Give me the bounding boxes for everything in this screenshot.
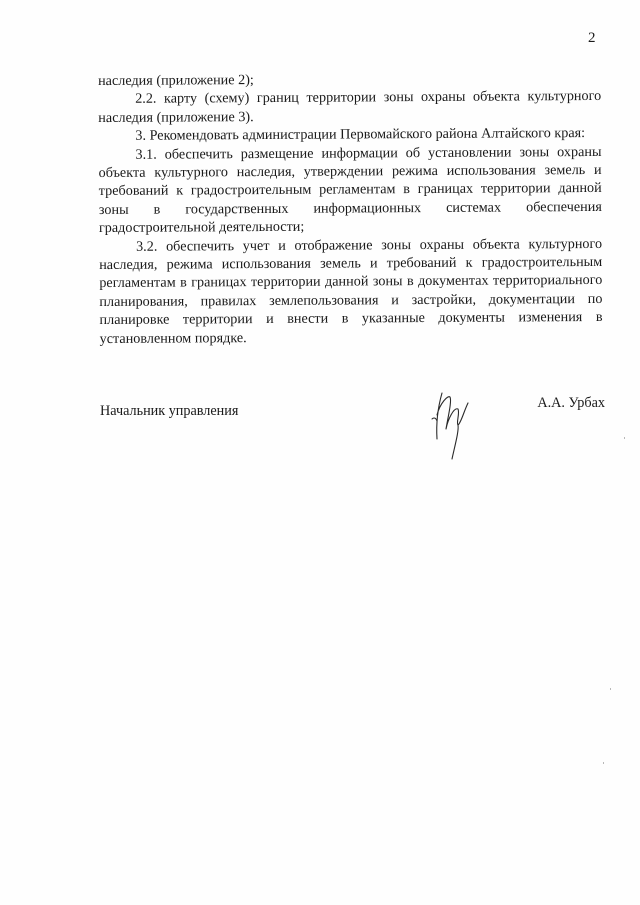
scan-speck bbox=[624, 437, 625, 439]
paragraph-continuation: наследия (приложение 2); bbox=[98, 72, 254, 89]
document-body bbox=[98, 69, 603, 348]
page-number: 2 bbox=[588, 30, 596, 46]
scan-speck bbox=[603, 762, 604, 764]
signatory-name: А.А. Урбах bbox=[537, 395, 605, 411]
paragraph-3: 3. Рекомендовать администрации Первомайского района Алтайского края: bbox=[135, 125, 586, 144]
paragraph-2-2: 2.2. карту (схему) границ территории зоны охраны объекта культурного наследия (приложение 3). bbox=[98, 88, 602, 126]
signature-block bbox=[98, 395, 605, 475]
scan-speck bbox=[610, 688, 611, 690]
paragraph-3-2: 3.2. обеспечить учет и отображение зоны охраны объекта культурного наследия, режима использования земель и требований к градостроительным регламентам в границах территории данной зоны в документах территориального планирования, правилах землепользования и застройки, документации по планировке территории и внести в указанные документы изменения в установленном порядке. bbox=[99, 235, 603, 347]
signatory-position: Начальник управления bbox=[100, 403, 239, 419]
handwritten-signature bbox=[428, 389, 480, 461]
paragraph-3-1: 3.1. обеспечить размещение информации об установлении зоны охраны объекта культурного наследия, утверждении режима использования земель и требований к градостроительным регламентам в границах территории данной зоны в государственных информационных системах обеспечения градостроительной деятельности; bbox=[98, 143, 602, 237]
